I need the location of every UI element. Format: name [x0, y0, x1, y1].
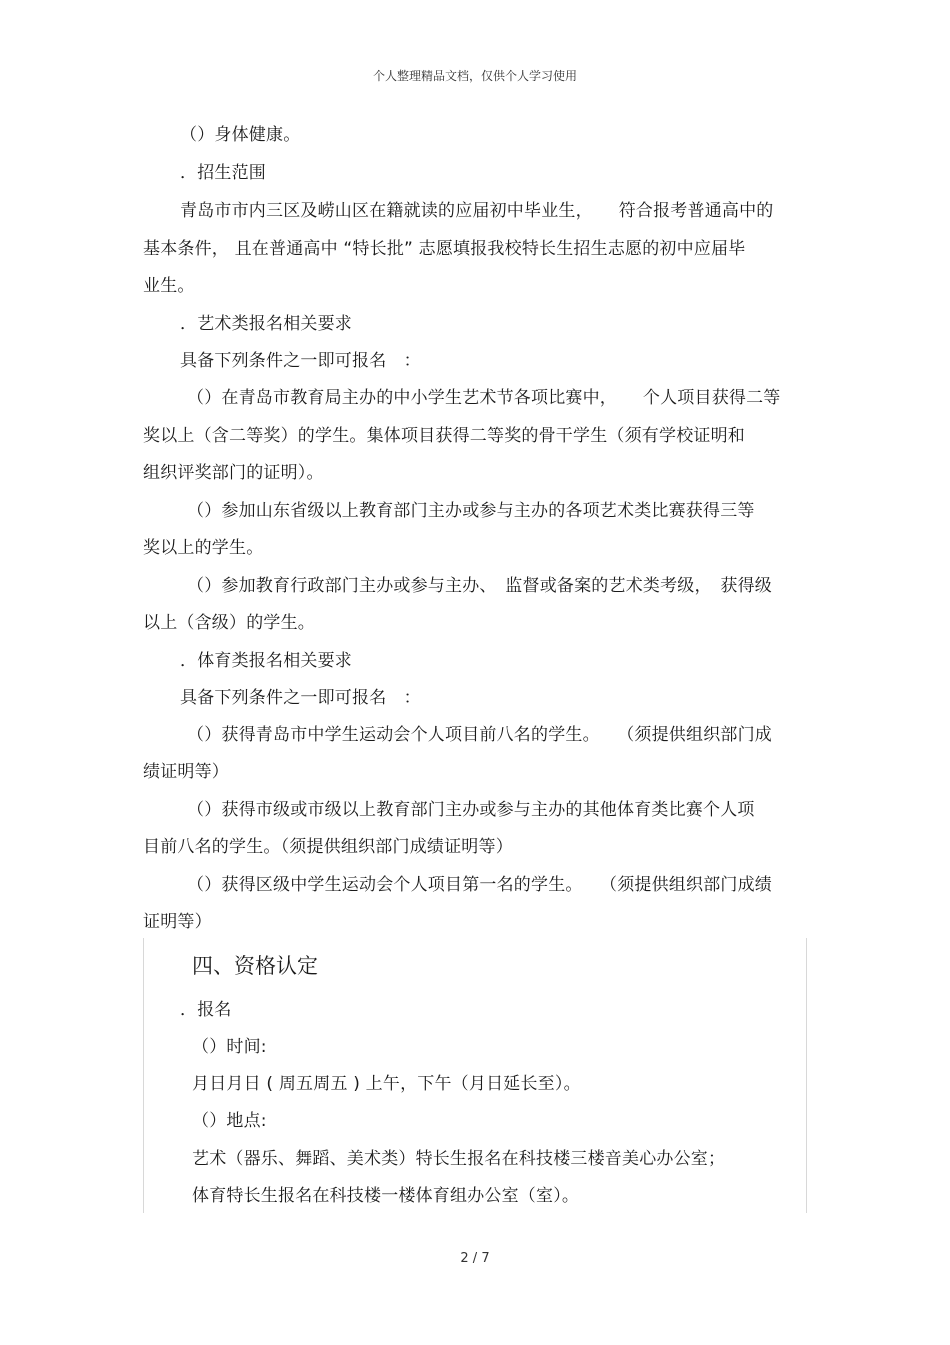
- page-number: 2 / 7: [460, 1251, 490, 1266]
- text-line: （）获得区级中学生运动会个人项目第一名的学生。 （须提供组织部门成绩: [187, 875, 772, 895]
- text-line: （）身体健康。: [180, 125, 301, 145]
- text-line: （）获得青岛市中学生运动会个人项目前八名的学生。 （须提供组织部门成: [187, 725, 772, 745]
- subheading-sports-requirements: ．体育类报名相关要求: [180, 651, 352, 671]
- text-line: 青岛市市内三区及崂山区在籍就读的应届初中毕业生， 符合报考普通高中的: [180, 201, 774, 221]
- text-line: （）地点:: [192, 1111, 267, 1131]
- subheading-art-requirements: ．艺术类报名相关要求: [180, 314, 352, 334]
- text-line: 证明等）: [143, 912, 212, 932]
- text-line: 月日月日 ( 周五周五 ) 上午，下午（月日延长至）。: [192, 1074, 581, 1094]
- text-line: 具备下列条件之一即可报名 ：: [180, 351, 421, 371]
- subheading-registration: ．报名: [180, 1000, 232, 1020]
- text-line: （）参加教育行政部门主办或参与主办、 监督或备案的艺术类考级， 获得级: [187, 576, 772, 596]
- text-line: 绩证明等）: [143, 762, 229, 782]
- text-line: 具备下列条件之一即可报名 ：: [180, 688, 421, 708]
- text-line: 目前八名的学生。（须提供组织部门成绩证明等）: [143, 837, 513, 857]
- box-border-right: [806, 938, 807, 1213]
- page-header: 个人整理精品文档，仅供个人学习使用: [372, 69, 577, 83]
- text-line: （）时间:: [192, 1037, 267, 1057]
- section-title: 四、资格认定: [192, 954, 318, 978]
- text-line: 以上（含级）的学生。: [143, 613, 315, 633]
- text-line: （）获得市级或市级以上教育部门主办或参与主办的其他体育类比赛个人项: [187, 800, 755, 820]
- text-line: 奖以上的学生。: [143, 538, 264, 558]
- text-line: 体育特长生报名在科技楼一楼体育组办公室（室）。: [192, 1186, 580, 1206]
- text-line: （）在青岛市教育局主办的中小学生艺术节各项比赛中， 个人项目获得二等: [187, 388, 781, 408]
- text-line: 业生。: [143, 276, 195, 296]
- subheading-enrollment-scope: ．招生范围: [180, 163, 266, 183]
- text-line: 基本条件， 且在普通高中 “特长批” 志愿填报我校特长生招生志愿的初中应届毕: [143, 239, 746, 259]
- box-border-left: [143, 938, 144, 1213]
- text-line: （）参加山东省级以上教育部门主办或参与主办的各项艺术类比赛获得三等: [187, 501, 755, 521]
- text-line: 组织评奖部门的证明）。: [143, 463, 324, 483]
- text-line: 艺术（器乐、舞蹈、美术类）特长生报名在科技楼三楼音美心办公室；: [192, 1149, 726, 1169]
- text-line: 奖以上（含二等奖）的学生。集体项目获得二等奖的骨干学生（须有学校证明和: [143, 426, 745, 446]
